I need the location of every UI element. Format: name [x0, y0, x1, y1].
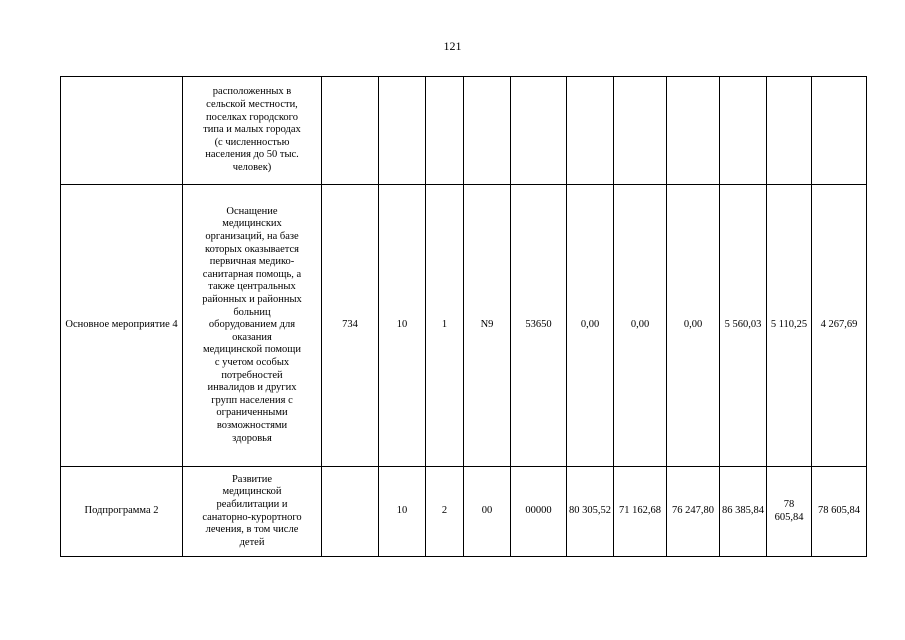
cs-program-cell: 00 — [464, 467, 511, 557]
description-line: здоровья — [232, 432, 272, 444]
pr-cell: 2 — [426, 467, 464, 557]
description-line: которых оказывается — [205, 243, 299, 255]
amount-cell: 0,00 — [667, 185, 720, 467]
description-line: районных и районных — [202, 294, 302, 306]
program-name-cell: Подпрограмма 2 — [61, 467, 183, 557]
description-line: реабилитации и — [216, 498, 288, 510]
description-cell — [183, 77, 322, 185]
rz-cell: 10 — [379, 185, 426, 467]
amount-cell: 76 247,80 — [667, 467, 720, 557]
amount-cell — [720, 77, 767, 185]
amount-cell: 78 605,84 — [767, 467, 812, 557]
rz-cell — [379, 77, 426, 185]
amount-cell — [812, 77, 867, 185]
description-line: первичная медико- — [209, 256, 295, 268]
description-line: Оснащение — [226, 205, 278, 217]
amount-cell — [667, 77, 720, 185]
amount-cell: 4 267,69 — [812, 185, 867, 467]
description-line: поселках городского — [206, 111, 298, 123]
cs-direction-cell: 00000 — [511, 467, 567, 557]
description-line: детей — [239, 536, 265, 548]
cs-direction-cell — [511, 77, 567, 185]
description-line: инвалидов и других — [207, 382, 297, 394]
description-line: групп населения с — [211, 394, 293, 406]
cs-direction-cell: 53650 — [511, 185, 567, 467]
amount-cell: 5 110,25 — [767, 185, 812, 467]
description-line: также центральных — [208, 281, 296, 293]
description-line: (с численностью — [214, 136, 290, 148]
amount-cell: 80 305,52 — [567, 467, 614, 557]
amount-cell: 0,00 — [567, 185, 614, 467]
description-line: сельской местности, — [206, 99, 298, 111]
description-line: расположенных в — [212, 86, 292, 98]
cs-program-cell: N9 — [464, 185, 511, 467]
amount-cell: 71 162,68 — [614, 467, 667, 557]
description-line: оборудованием для — [208, 319, 296, 331]
description-line: потребностей — [221, 369, 283, 381]
description-line: человек) — [232, 161, 272, 173]
grbs-cell — [322, 467, 379, 557]
amount-cell — [614, 77, 667, 185]
table-row — [61, 77, 867, 185]
description-line: медицинской помощи — [203, 344, 301, 356]
rz-cell: 10 — [379, 467, 426, 557]
description-line: медицинской — [222, 486, 282, 498]
description-cell — [183, 467, 322, 557]
description-line: оказания — [232, 331, 272, 343]
description-line: санитарная помощь, а — [202, 268, 302, 280]
table-row — [61, 185, 867, 467]
description-line: организаций, на базе — [205, 231, 299, 243]
description-line: типа и малых городах — [203, 124, 301, 136]
table-row — [61, 467, 867, 557]
description-line: населения до 50 тыс. — [205, 149, 299, 161]
description-line: возможностями — [216, 419, 288, 431]
cs-program-cell — [464, 77, 511, 185]
description-line: лечения, в том числе — [205, 524, 299, 536]
grbs-cell: 734 — [322, 185, 379, 467]
amount-cell — [567, 77, 614, 185]
description-line: больниц — [233, 306, 271, 318]
amount-cell: 78 605,84 — [812, 467, 867, 557]
description-line: медицинских — [222, 218, 282, 230]
amount-cell: 86 385,84 — [720, 467, 767, 557]
program-name-cell — [61, 77, 183, 185]
description-cell — [183, 185, 322, 467]
amount-cell: 5 560,03 — [720, 185, 767, 467]
pr-cell — [426, 77, 464, 185]
grbs-cell — [322, 77, 379, 185]
description-line: Развитие — [231, 473, 273, 485]
description-line: с учетом особых — [214, 356, 290, 368]
amount-cell — [767, 77, 812, 185]
description-line: санаторно-курортного — [202, 511, 302, 523]
amount-cell: 0,00 — [614, 185, 667, 467]
budget-table — [60, 76, 867, 557]
program-name-cell: Основное мероприятие 4 — [61, 185, 183, 467]
pr-cell: 1 — [426, 185, 464, 467]
description-line: ограниченными — [216, 407, 288, 419]
page-number: 121 — [443, 39, 462, 53]
